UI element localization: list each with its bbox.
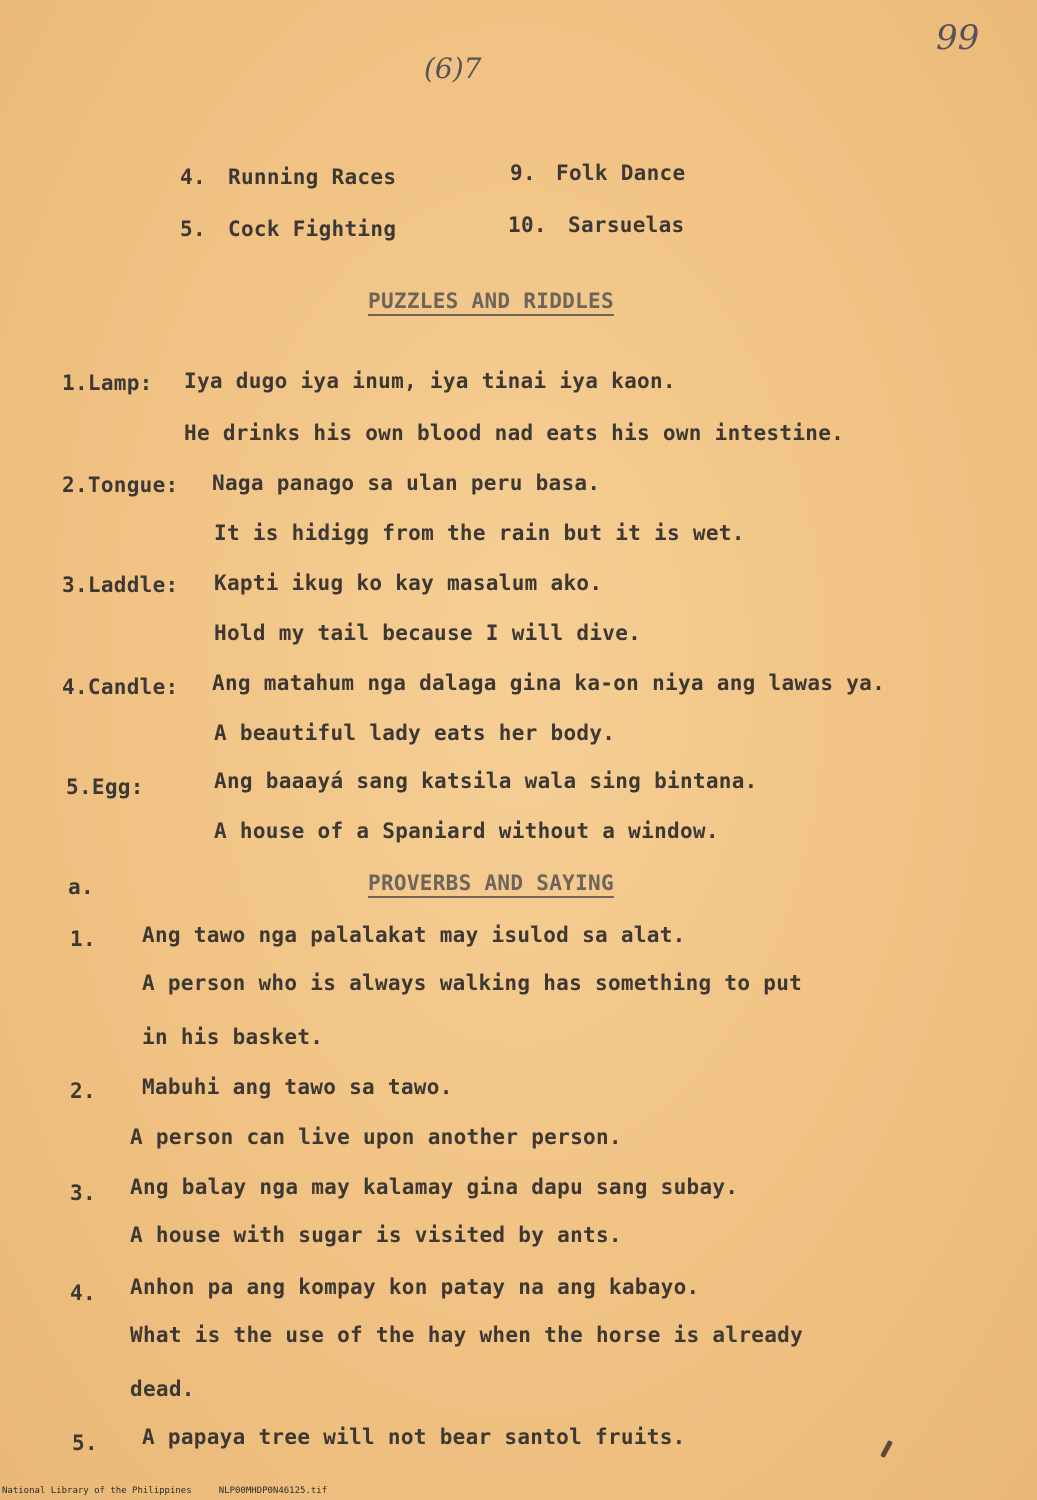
section-number: (6)7: [424, 52, 482, 85]
proverb-english: A person who is always walking has something to put: [142, 971, 803, 995]
riddle-english: A beautiful lady eats her body.: [214, 721, 616, 745]
proverb-native: Mabuhi ang tawo sa tawo.: [142, 1075, 453, 1099]
riddle-english: He drinks his own blood nad eats his own intestine.: [184, 421, 845, 445]
proverb-number: 3.: [70, 1181, 96, 1205]
riddle-native: Kapti ikug ko kay masalum ako.: [214, 571, 603, 595]
riddle-label: 4.Candle:: [62, 675, 179, 699]
game-name: Folk Dance: [556, 161, 686, 185]
proverb-english: What is the use of the hay when the horse is already: [130, 1323, 804, 1347]
riddle-native: Ang matahum nga dalaga gina ka-on niya ang lawas ya.: [212, 671, 886, 695]
proverb-english: in his basket.: [142, 1025, 324, 1049]
riddle-english: Hold my tail because I will dive.: [214, 621, 642, 645]
game-number: 9.: [510, 161, 536, 185]
riddle-label: 3.Laddle:: [62, 573, 179, 597]
game-name: Cock Fighting: [228, 217, 397, 241]
riddle-english: A house of a Spaniard without a window.: [214, 819, 719, 843]
proverb-native: A papaya tree will not bear santol fruits.: [142, 1425, 686, 1449]
proverbs-heading: PROVERBS AND SAYING: [368, 871, 614, 895]
proverbs-letter: a.: [68, 875, 94, 899]
game-number: 4.: [180, 165, 206, 189]
riddle-label: 2.Tongue:: [62, 473, 179, 497]
proverb-native: Anhon pa ang kompay kon patay na ang kabayo.: [130, 1275, 700, 1299]
proverb-number: 1.: [70, 927, 96, 951]
riddle-label: 5.Egg:: [66, 775, 144, 799]
archive-footer: National Library of the Philippines NLP00MHDP0N46125.tif: [2, 1486, 328, 1496]
puzzles-heading: PUZZLES AND RIDDLES: [368, 289, 614, 313]
riddle-label: 1.Lamp:: [62, 371, 153, 395]
game-name: Sarsuelas: [568, 213, 685, 237]
game-number: 10.: [508, 213, 547, 237]
riddle-native: Iya dugo iya inum, iya tinai iya kaon.: [184, 369, 676, 393]
riddle-native: Naga panago sa ulan peru basa.: [212, 471, 601, 495]
proverb-native: Ang tawo nga palalakat may isulod sa alat.: [142, 923, 686, 947]
proverb-english: A person can live upon another person.: [130, 1125, 622, 1149]
game-number: 5.: [180, 217, 206, 241]
proverb-number: 2.: [70, 1079, 96, 1103]
proverb-english: A house with sugar is visited by ants.: [130, 1223, 622, 1247]
proverb-native: Ang balay nga may kalamay gina dapu sang subay.: [130, 1175, 739, 1199]
pencil-mark: [880, 1440, 893, 1458]
game-name: Running Races: [228, 165, 397, 189]
proverb-number: 4.: [70, 1281, 96, 1305]
riddle-english: It is hidigg from the rain but it is wet.: [214, 521, 745, 545]
proverb-number: 5.: [72, 1431, 98, 1455]
riddle-native: Ang baaayá sang katsila wala sing bintana.: [214, 769, 758, 793]
proverb-english: dead.: [130, 1377, 195, 1401]
page-number: 99: [936, 18, 980, 58]
